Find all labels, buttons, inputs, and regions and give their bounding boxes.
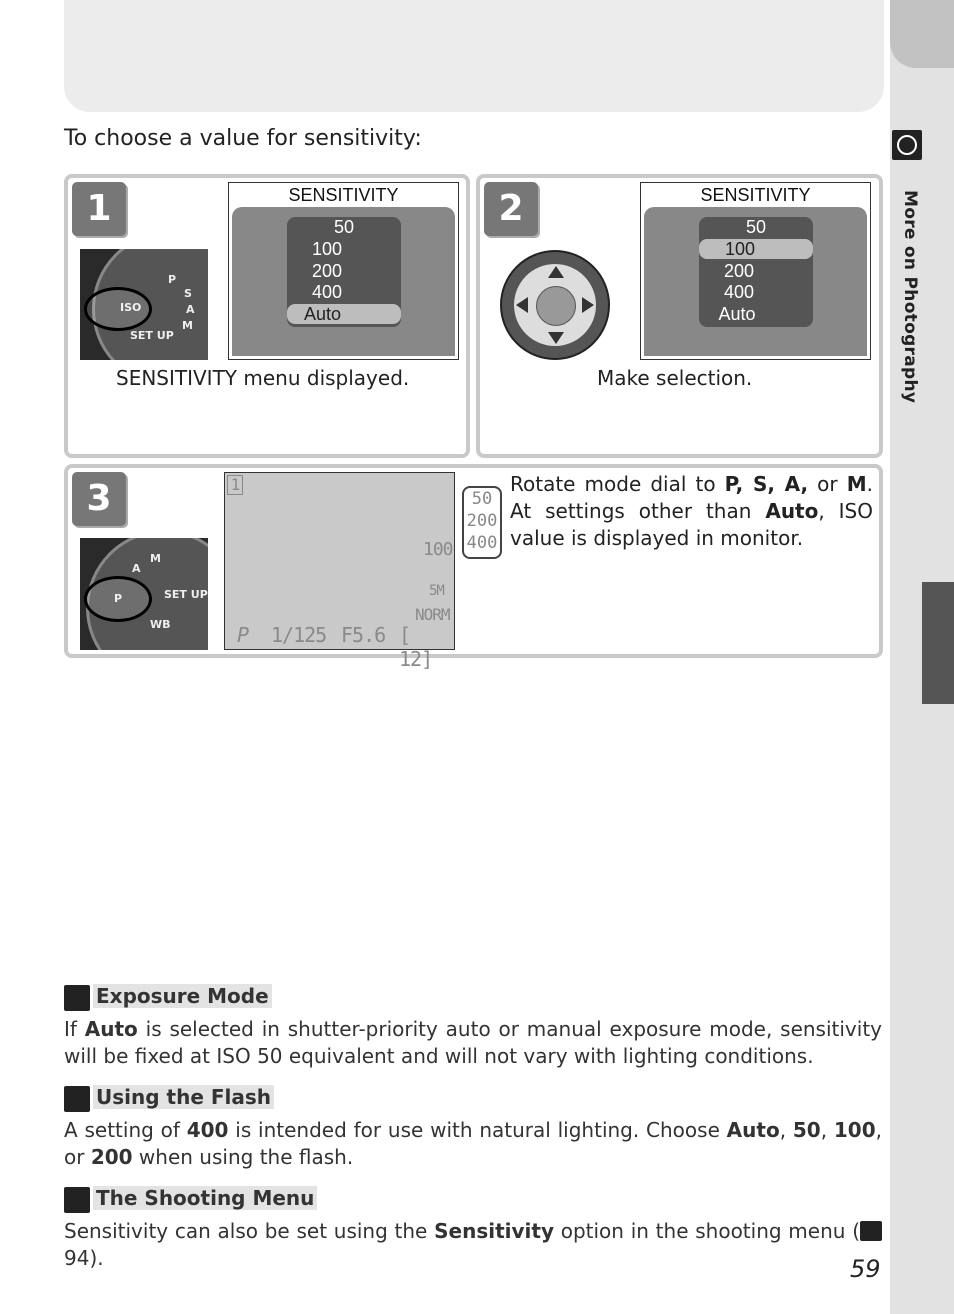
note-body-exposure: If Auto is selected in shutter-priority auto or manual exposure mode, sensitivity will be fixed at ISO 50 equivalent and will not vary with lighting conditions. <box>64 1017 883 1068</box>
multi-selector-image <box>500 250 610 360</box>
mode-dial-image-3: P A M SET UP WB <box>80 538 208 650</box>
monitor-iso: 100 <box>423 539 453 560</box>
menu-item-100[interactable]: 100 <box>311 239 343 259</box>
arrow-up-icon <box>548 266 564 278</box>
menu-title: SENSITIVITY <box>700 185 811 205</box>
arrow-down-icon <box>548 332 564 344</box>
menu-note-icon <box>64 1187 90 1213</box>
note-body-shooting: Sensitivity can also be set using the Sensitivity option in the shooting menu ( 94). <box>64 1218 882 1272</box>
step-1-number: 1 <box>72 182 126 236</box>
enter-icon <box>536 286 576 326</box>
mode-dial-image-1: ISO P S A M SET UP <box>80 249 208 360</box>
menu-list <box>699 217 813 327</box>
page-ref-link[interactable]: 94 <box>64 1246 90 1270</box>
monitor-aperture: F5.6 <box>341 623 386 647</box>
menu-item-400[interactable]: 400 <box>723 282 755 302</box>
sidebar-label: More on Photography <box>900 190 920 404</box>
menu-item-400[interactable]: 400 <box>311 282 343 302</box>
menu-item-auto[interactable]: Auto <box>287 304 401 324</box>
sensitivity-menu-2 <box>640 182 871 360</box>
dial-highlight-circle <box>84 576 152 622</box>
arrow-left-icon <box>516 297 528 313</box>
step-2-number: 2 <box>484 182 538 236</box>
note-body-flash: A setting of 400 is intended for use with natural lighting. Choose Auto, 50, 100, or 200 when using the flash. <box>64 1118 882 1169</box>
menu-item-auto[interactable]: Auto <box>718 304 756 324</box>
intro-text: To choose a value for sensitivity: <box>64 126 422 151</box>
menu-item-50[interactable]: 50 <box>333 217 355 237</box>
note-title-shooting: The Shooting Menu <box>93 1186 317 1210</box>
rail-tab <box>890 0 954 68</box>
step-3-text: Rotate mode dial to P, S, A, or M. At settings other than Auto, ISO value is displayed in monitor. <box>510 472 873 550</box>
menu-item-200[interactable]: 200 <box>311 261 343 281</box>
step-2-caption: Make selection. <box>597 366 753 390</box>
step-3-number: 3 <box>72 472 126 526</box>
iso-options-bubble: 50 200 400 <box>462 486 502 559</box>
note-title-flash: Using the Flash <box>93 1085 274 1109</box>
page-number: 59 <box>850 1255 881 1283</box>
menu-list <box>287 217 401 327</box>
menu-item-200[interactable]: 200 <box>723 261 755 281</box>
arrow-right-icon <box>582 297 594 313</box>
monitor-exposures: [ 12] <box>399 623 433 671</box>
rail-section-marker <box>922 582 954 704</box>
menu-title: SENSITIVITY <box>288 185 399 205</box>
camera-monitor <box>224 472 455 671</box>
frame-icon: 1 <box>227 475 243 495</box>
sensitivity-menu-1 <box>228 182 459 360</box>
pencil-note-icon <box>64 1086 90 1112</box>
monitor-shutter: 1/125 <box>271 623 327 647</box>
monitor-size: 5M <box>429 583 444 599</box>
page-ref-icon <box>860 1221 882 1241</box>
menu-item-100[interactable]: 100 <box>699 239 813 259</box>
menu-item-50[interactable]: 50 <box>745 217 767 237</box>
pencil-note-icon <box>64 985 90 1011</box>
monitor-mode: P <box>237 623 249 647</box>
dial-highlight-circle <box>84 287 152 331</box>
monitor-quality: NORM <box>415 605 450 624</box>
header-panel <box>64 0 884 112</box>
camera-mode-icon <box>892 130 922 160</box>
step-1-caption: SENSITIVITY menu displayed. <box>116 366 410 390</box>
note-title-exposure: Exposure Mode <box>93 984 272 1008</box>
